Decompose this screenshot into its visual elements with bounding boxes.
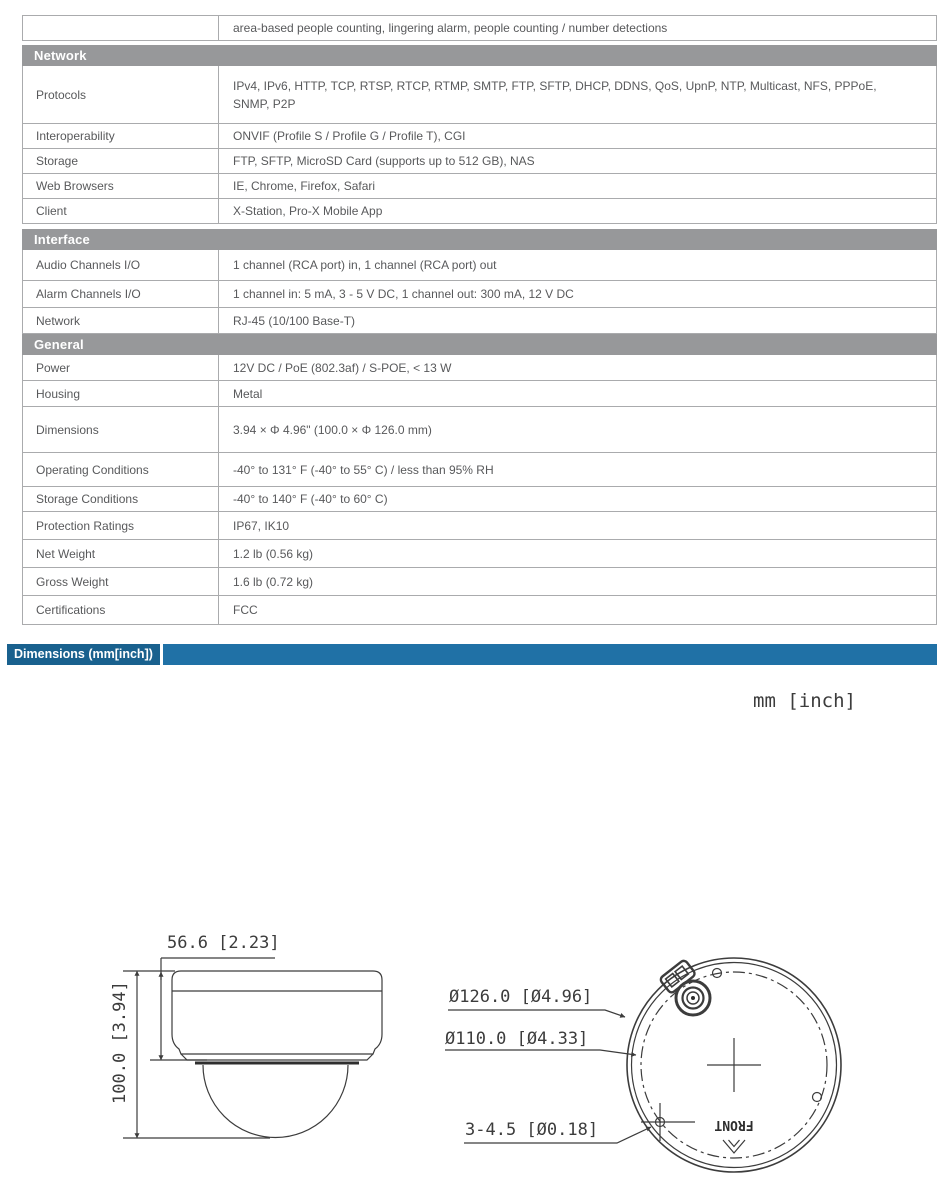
spec-row [22,453,937,487]
spec-row [22,250,937,281]
spec-sections [22,45,937,625]
spec-label: Client [23,199,219,223]
spec-value: -40° to 140° F (-40° to 60° C) [233,492,388,506]
side-body-height-label: 56.6 [2.23] [167,933,280,953]
overflow-row-value: area-based people counting, lingering alarm, people counting / number detections [233,21,668,35]
spec-value: X-Station, Pro-X Mobile App [233,204,383,218]
spec-section [22,229,937,334]
spec-row [22,149,937,174]
dimensions-bar-fill [163,644,937,665]
spec-row [22,487,937,512]
spec-value: FTP, SFTP, MicroSD Card (supports up to 512 GB), NAS [233,154,535,168]
side-view-drawing [95,918,430,1168]
spec-label: Net Weight [23,540,219,567]
spec-value: FCC [233,603,258,617]
spec-value: 1.6 lb (0.72 kg) [233,574,314,589]
front-label: FRONT [714,1117,754,1132]
mount-hole-right [813,1093,822,1102]
front-arrow [723,1140,745,1153]
spec-row [22,596,937,625]
section-header: General [22,334,937,355]
camera-body-outline [172,971,382,1054]
camera-dome [203,1065,348,1138]
spec-row [22,355,937,381]
spec-label: Dimensions [23,407,219,452]
spec-label: Storage Conditions [23,487,219,511]
spec-label: Storage [23,149,219,173]
spec-label: Gross Weight [23,568,219,595]
spec-label: Certifications [23,596,219,624]
spec-row [22,199,937,224]
spec-value: IPv4, IPv6, HTTP, TCP, RTSP, RTCP, RTMP, SMTP, FTP, SFTP, DHCP, DDNS, QoS, UpnP, NTP, Multicast, NFS, PPPoE, SNMP, P2P [233,78,877,111]
spec-row [22,174,937,199]
spec-value: IE, Chrome, Firefox, Safari [233,179,376,193]
spec-value: 12V DC / PoE (802.3af) / S-POE, < 13 W [233,360,452,375]
spec-value: 1 channel (RCA port) in, 1 channel (RCA port) out [233,258,497,272]
units-note: mm [inch] [753,690,856,712]
spec-row [22,512,937,540]
overflow-row-label [23,16,219,40]
camera-skirt [181,1054,373,1060]
spec-label: Web Browsers [23,174,219,198]
spec-value: RJ-45 (10/100 Base-T) [233,313,356,328]
spec-label: Power [23,355,219,380]
spec-value: IP67, IK10 [233,518,290,533]
mount-circle-leader [445,1050,636,1055]
spec-section [22,334,937,625]
spec-value: 1 channel in: 5 mA, 3 - 5 V DC, 1 channel out: 300 mA, 12 V DC [233,287,574,301]
spec-label: Housing [23,381,219,406]
section-header: Interface [22,229,937,250]
spec-section [22,45,937,224]
spec-value: Metal [233,386,263,401]
spec-row [22,381,937,407]
overflow-row [22,15,937,41]
spec-row [22,308,937,334]
spec-value: 3.94 × Φ 4.96" (100.0 × Φ 126.0 mm) [233,422,432,437]
spec-value: 1.2 lb (0.56 kg) [233,546,314,561]
spec-label: Audio Channels I/O [23,250,219,280]
spec-row [22,281,937,308]
spec-value: ONVIF (Profile S / Profile G / Profile T), CGI [233,129,466,143]
spec-row [22,407,937,453]
spec-label: Network [23,308,219,333]
spec-label: Protocols [23,66,219,123]
outer-diameter-label: Ø126.0 [Ø4.96] [449,987,593,1007]
spec-label: Alarm Channels I/O [23,281,219,307]
section-header: Network [22,45,937,66]
spec-value: -40° to 131° F (-40° to 55° C) / less than 95% RH [233,462,494,477]
spec-label: Operating Conditions [23,453,219,486]
dimensions-section-bar [7,644,937,665]
screw-holes-label: 3-4.5 [Ø0.18] [465,1120,599,1140]
spec-row [22,66,937,124]
dimensions-section-title: Dimensions (mm[inch]) [7,644,160,665]
bottom-view-drawing [445,945,910,1190]
spec-label: Protection Ratings [23,512,219,539]
spec-row [22,540,937,568]
mount-circle-label: Ø110.0 [Ø4.33] [445,1029,589,1049]
spec-row [22,124,937,149]
outer-diameter-leader [448,1010,625,1017]
spec-table-area [22,15,937,625]
spec-row [22,568,937,596]
spec-label: Interoperability [23,124,219,148]
side-total-height-label: 100.0 [3.94] [110,981,130,1104]
